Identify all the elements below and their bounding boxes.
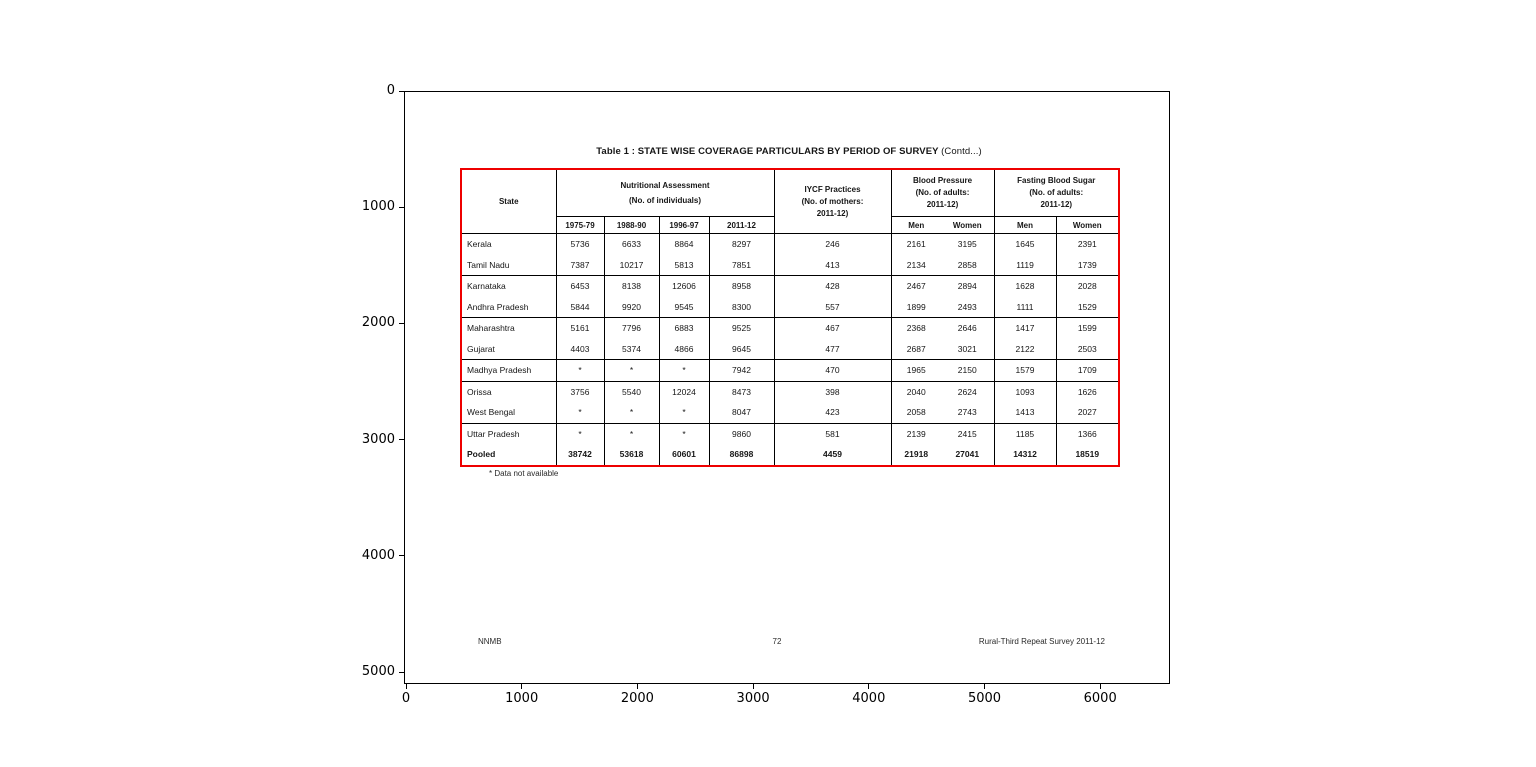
x-tick-label: 0 <box>401 691 411 706</box>
header-bp-women: Women <box>941 217 994 234</box>
state-cell: Uttar Pradesh <box>461 423 556 444</box>
x-tick-label: 2000 <box>620 691 654 706</box>
bp-women-cell: 2743 <box>941 402 994 423</box>
bp-men-cell: 2134 <box>906 259 926 270</box>
bp-line1: Blood Pressure <box>912 176 973 185</box>
bp-women-cell: 3021 <box>941 339 994 360</box>
na-cell: 5161 <box>556 318 604 339</box>
fbs-men-cell: 14312 <box>994 444 1056 466</box>
na-cell: * <box>604 423 659 444</box>
bp-line3: 2011-12) <box>926 200 959 209</box>
iycf-cell: 470 <box>774 360 891 382</box>
na-cell: 9525 <box>709 318 774 339</box>
table-row <box>461 255 1119 276</box>
na-cell: 7942 <box>709 360 774 382</box>
na-cell: 10217 <box>604 255 659 276</box>
na-cell: 9920 <box>604 297 659 318</box>
fbs-men-cell: 2122 <box>994 339 1056 360</box>
fbs-line2: (No. of adults: <box>1029 188 1084 197</box>
na-subtitle: (No. of individuals) <box>629 195 701 205</box>
na-cell: * <box>659 423 709 444</box>
na-cell: 9645 <box>709 339 774 360</box>
bp-line2: (No. of adults: <box>915 188 970 197</box>
iycf-cell: 246 <box>774 234 891 255</box>
x-tick-mark <box>868 684 869 689</box>
x-tick-mark <box>984 684 985 689</box>
x-tick-mark <box>637 684 638 689</box>
table-body <box>461 234 1119 466</box>
iycf-cell: 428 <box>774 276 891 297</box>
fbs-women-cell: 2027 <box>1056 402 1119 423</box>
state-cell: Tamil Nadu <box>461 255 556 276</box>
na-cell: 6633 <box>604 234 659 255</box>
bp-women-cell: 3195 <box>941 234 994 255</box>
na-cell: 7851 <box>709 255 774 276</box>
header-nutritional-assessment <box>556 169 774 217</box>
y-tick-label: 3000 <box>361 431 395 447</box>
na-cell: 6883 <box>659 318 709 339</box>
x-tick-mark <box>521 684 522 689</box>
iycf-cell: 398 <box>774 381 891 402</box>
bp-men-cell: 2161 <box>891 234 941 255</box>
table-row <box>461 360 1119 382</box>
fbs-men-cell: 1185 <box>994 423 1056 444</box>
header-fasting-blood-sugar <box>994 169 1119 217</box>
bp-women-cell: 2858 <box>941 255 994 276</box>
table-row <box>461 444 1119 466</box>
fbs-men-cell: 1413 <box>994 402 1056 423</box>
na-cell: * <box>604 360 659 382</box>
table-row <box>461 297 1119 318</box>
bp-men-cell: 2040 <box>891 381 941 402</box>
na-cell: * <box>604 402 659 423</box>
y-tick-mark <box>399 555 404 556</box>
fbs-line1: Fasting Blood Sugar <box>1017 176 1096 185</box>
na-cell: 12606 <box>659 276 709 297</box>
x-tick-mark <box>753 684 754 689</box>
footer-survey-name: Rural-Third Repeat Survey 2011-12 <box>978 637 1105 646</box>
state-cell: Gujarat <box>461 339 556 360</box>
na-cell: 12024 <box>659 381 709 402</box>
bp-men-cell: 2467 <box>891 276 941 297</box>
table-row <box>461 381 1119 402</box>
na-cell: * <box>659 360 709 382</box>
bp-women-cell: 2415 <box>941 423 994 444</box>
na-cell: 38742 <box>556 444 604 466</box>
bp-men-cell: 2139 <box>891 423 941 444</box>
state-cell: Andhra Pradesh <box>461 297 556 318</box>
x-tick-label: 1000 <box>505 691 539 706</box>
bp-women-cell: 2493 <box>941 297 994 318</box>
fbs-women-cell: 1529 <box>1056 297 1119 318</box>
iycf-cell: 581 <box>774 423 891 444</box>
fbs-women-cell: 1709 <box>1056 360 1119 382</box>
y-tick-label: 0 <box>386 83 395 98</box>
coverage-table <box>460 168 1120 467</box>
state-cell: West Bengal <box>461 402 556 423</box>
iycf-cell: 467 <box>774 318 891 339</box>
table-row <box>461 234 1119 255</box>
fbs-women-cell: 1599 <box>1056 318 1119 339</box>
x-tick-label: 3000 <box>736 691 770 706</box>
table-row <box>461 423 1119 444</box>
bp-women-cell: 27041 <box>941 444 994 466</box>
footnote: * Data not available <box>489 469 559 478</box>
fbs-men-cell: 1417 <box>994 318 1056 339</box>
fbs-women-cell: 2028 <box>1056 276 1119 297</box>
na-cell: 8138 <box>604 276 659 297</box>
iycf-line2: (No. of mothers: <box>801 196 864 206</box>
fbs-line3: 2011-12) <box>1040 200 1073 209</box>
fbs-men-cell: 1093 <box>994 381 1056 402</box>
x-tick-label: 5000 <box>967 691 1002 706</box>
fbs-women-cell: 1739 <box>1056 255 1119 276</box>
bp-men-cell: 2687 <box>906 343 926 354</box>
na-cell: 9545 <box>659 297 709 318</box>
y-tick-label: 2000 <box>361 315 395 331</box>
na-cell: * <box>659 402 709 423</box>
table-title <box>460 146 1118 157</box>
iycf-cell: 4459 <box>774 444 891 466</box>
y-tick-label: 4000 <box>361 547 395 563</box>
bp-women-cell: 2894 <box>941 276 994 297</box>
fbs-women-cell: 2503 <box>1056 339 1119 360</box>
bp-men-cell: 21918 <box>904 449 929 460</box>
na-cell: * <box>556 360 604 382</box>
bp-women-cell: 2150 <box>941 360 994 382</box>
header-state: State <box>461 169 556 234</box>
na-cell: * <box>556 423 604 444</box>
header-fbs-women: Women <box>1056 217 1119 234</box>
x-tick-label: 6000 <box>1083 691 1117 706</box>
y-tick-mark <box>399 323 404 324</box>
na-cell: 8958 <box>709 276 774 297</box>
na-cell: 4866 <box>659 339 709 360</box>
table-title-text: Table 1 : STATE WISE COVERAGE PARTICULARS BY PERIOD OF SURVEY <box>596 146 939 157</box>
fbs-women-cell: 1366 <box>1056 423 1119 444</box>
y-tick-mark <box>399 672 404 673</box>
bp-men-cell: 1965 <box>891 360 941 382</box>
fbs-men-cell: 1579 <box>994 360 1056 382</box>
header-year-1996-97: 1996-97 <box>659 217 709 234</box>
na-cell: 5844 <box>556 297 604 318</box>
footer-org: NNMB <box>478 637 502 646</box>
x-tick-mark <box>1100 684 1101 689</box>
bp-women-cell: 2624 <box>941 381 994 402</box>
na-cell: 3756 <box>556 381 604 402</box>
header-bp-men: Men <box>891 217 941 234</box>
na-title: Nutritional Assessment <box>620 180 710 190</box>
iycf-cell: 477 <box>774 339 891 360</box>
y-tick-mark <box>399 91 404 92</box>
na-cell: * <box>556 402 604 423</box>
state-cell: Madhya Pradesh <box>461 360 556 382</box>
table-row <box>461 402 1119 423</box>
header-blood-pressure <box>891 169 994 217</box>
na-cell: 9860 <box>709 423 774 444</box>
y-tick-label: 1000 <box>361 199 395 215</box>
state-cell: Karnataka <box>461 276 556 297</box>
y-tick-mark <box>399 439 404 440</box>
table-header <box>461 169 1119 234</box>
header-year-1988-90: 1988-90 <box>604 217 659 234</box>
state-cell: Kerala <box>461 234 556 255</box>
iycf-line3: 2011-12) <box>816 208 849 218</box>
iycf-cell: 557 <box>774 297 891 318</box>
header-fbs-men: Men <box>994 217 1056 234</box>
x-tick-label: 4000 <box>852 691 886 706</box>
table-row <box>461 339 1119 360</box>
bp-men-cell: 2058 <box>906 407 926 418</box>
na-cell: 8047 <box>709 402 774 423</box>
na-cell: 5813 <box>659 255 709 276</box>
na-cell: 7387 <box>556 255 604 276</box>
fbs-men-cell: 1119 <box>994 255 1056 276</box>
na-cell: 8297 <box>709 234 774 255</box>
na-cell: 8473 <box>709 381 774 402</box>
iycf-cell: 423 <box>774 402 891 423</box>
y-tick-label: 5000 <box>361 664 395 679</box>
bp-men-cell: 2368 <box>891 318 941 339</box>
na-cell: 7796 <box>604 318 659 339</box>
table-title-contd: (Contd...) <box>941 146 982 157</box>
na-cell: 5736 <box>556 234 604 255</box>
iycf-line1: IYCF Practices <box>804 184 861 194</box>
na-cell: 60601 <box>659 444 709 466</box>
table-row <box>461 276 1119 297</box>
table-row <box>461 318 1119 339</box>
na-cell: 8864 <box>659 234 709 255</box>
na-cell: 8300 <box>709 297 774 318</box>
na-cell: 5540 <box>604 381 659 402</box>
footer-page-number: 72 <box>772 637 782 646</box>
state-cell: Orissa <box>461 381 556 402</box>
bp-women-cell: 2646 <box>941 318 994 339</box>
fbs-men-cell: 1111 <box>994 297 1056 318</box>
state-cell: Maharashtra <box>461 318 556 339</box>
na-cell: 53618 <box>604 444 659 466</box>
fbs-women-cell: 1626 <box>1056 381 1119 402</box>
fbs-men-cell: 1645 <box>994 234 1056 255</box>
iycf-cell: 413 <box>774 255 891 276</box>
fbs-women-cell: 18519 <box>1056 444 1119 466</box>
na-cell: 5374 <box>604 339 659 360</box>
y-tick-mark <box>399 207 404 208</box>
header-year-1975-79: 1975-79 <box>556 217 604 234</box>
fbs-men-cell: 1628 <box>994 276 1056 297</box>
header-iycf <box>774 169 891 234</box>
state-cell: Pooled <box>461 444 556 466</box>
x-tick-mark <box>406 684 407 689</box>
fbs-women-cell: 2391 <box>1056 234 1119 255</box>
bp-men-cell: 1899 <box>906 301 926 312</box>
na-cell: 4403 <box>556 339 604 360</box>
na-cell: 6453 <box>556 276 604 297</box>
header-year-2011-12: 2011-12 <box>709 217 774 234</box>
na-cell: 86898 <box>709 444 774 466</box>
